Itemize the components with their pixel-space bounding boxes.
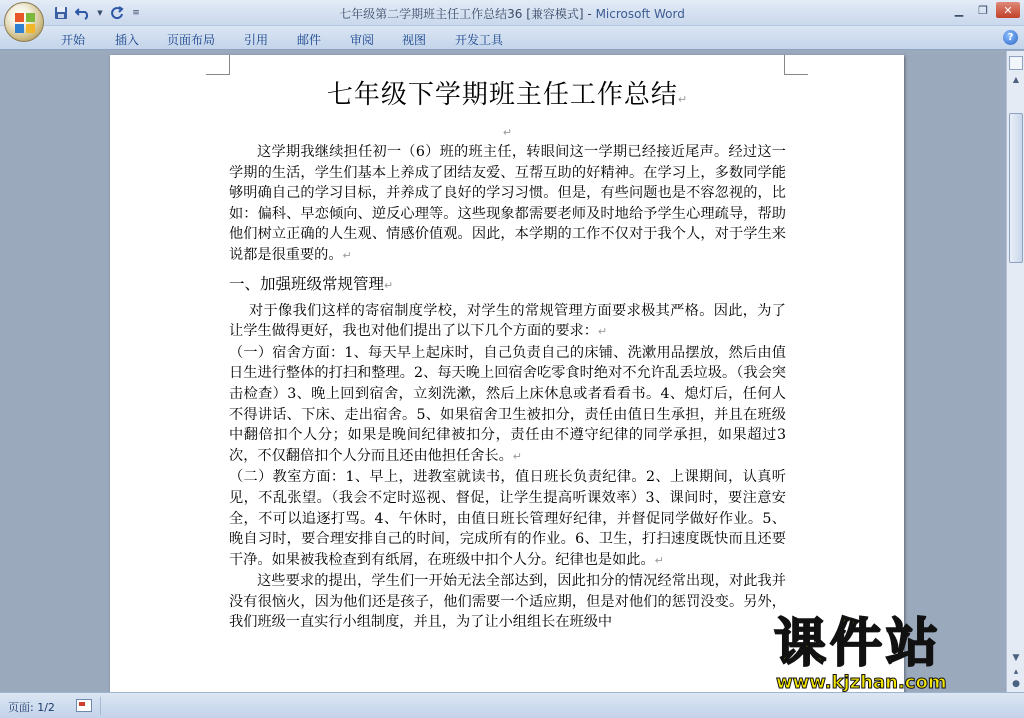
- document-title-text: 七年级下学期班主任工作总结: [326, 80, 678, 110]
- watermark-text: 课件站: [774, 614, 943, 674]
- previous-page-icon[interactable]: ▴: [1013, 667, 1019, 677]
- proofing-icon[interactable]: [76, 699, 92, 712]
- watermark: [774, 614, 1004, 692]
- paragraph-classroom: [229, 467, 786, 571]
- paragraph-discussion: [229, 571, 786, 633]
- tab-mailings[interactable]: 邮件: [297, 33, 322, 47]
- view-ruler-icon[interactable]: [1009, 56, 1023, 70]
- tab-view[interactable]: 视图: [402, 33, 427, 47]
- title-bar: [0, 0, 1024, 26]
- document-page[interactable]: [110, 55, 904, 692]
- paragraph-mark-icon: ↵: [654, 553, 664, 567]
- paragraph-dormitory: [229, 343, 786, 468]
- window-title: [0, 5, 1024, 22]
- tab-developer[interactable]: 开发工具: [455, 33, 504, 47]
- browse-object-icon[interactable]: ●: [1012, 679, 1020, 689]
- tab-references[interactable]: 引用: [244, 33, 269, 47]
- paragraph-text: （一）宿舍方面：1、每天早上起床时，自己负责自己的床铺、洗漱用品摆放，然后由值日生进行整体的打扫和整理。2、每天晚上回宿舍吃零食时绝对不允许乱丢垃圾。（我会突击检查）3、晚上回到宿舍，立刻洗漱，然后上床休息或者看看书。4、熄灯后，任何人不得讲话、下床、走出宿舍。5、如果宿舍卫生被扣分，责任由值日生承担，并且在班级中翻倍扣个人分；如果是晚间纪律被扣分，责任由不遵守纪律的同学承担，如果超过3次，不仅翻倍扣个人分而且还由他担任舍长。: [229, 344, 786, 464]
- tab-home[interactable]: 开始: [61, 33, 86, 47]
- paragraph-mark-icon: ↵: [502, 126, 513, 139]
- scroll-down-arrow-icon[interactable]: ▼: [1012, 653, 1020, 663]
- paragraph-text: 对于像我们这样的寄宿制度学校，对学生的常规管理方面要求极其严格。因此，为了让学生做得更好，我也对他们提出了以下几个方面的要求：: [229, 302, 786, 340]
- help-icon[interactable]: ?: [1003, 30, 1018, 45]
- document-body[interactable]: [229, 75, 786, 633]
- close-button[interactable]: ✕: [996, 2, 1020, 18]
- paragraph-mark-icon: ↵: [677, 93, 689, 106]
- empty-paragraph: [229, 120, 786, 142]
- paragraph-text: （二）教室方面：1、早上，进教室就读书，值日班长负责纪律。2、上课期间，认真听见，不乱张望。（我会不定时巡视、督促，让学生提高听课效率）3、课间时，要注意安全，不可以追逐打骂。4、午休时，由值日班长管理好纪律，并督促同学做好作业。5、晚自习时，要合理安排自己的时间，完成所有的作业。6、卫生，打扫速度既快而且还要干净。如果被我检查到有纸屑，在班级中扣个人分。纪律也是如此。: [229, 469, 786, 568]
- scrollbar-thumb[interactable]: [1009, 113, 1023, 263]
- section-heading: [229, 269, 786, 301]
- tab-review[interactable]: 审阅: [350, 33, 375, 47]
- minimize-button[interactable]: ▁: [954, 3, 964, 17]
- page-indicator[interactable]: 页面: 1/2: [8, 701, 55, 714]
- watermark-url: www.kjzhan.com: [776, 672, 947, 693]
- crop-mark-top-right: [784, 55, 808, 75]
- app-name: Microsoft Word: [595, 7, 685, 21]
- office-button[interactable]: [4, 2, 44, 42]
- section-heading-text: 一、加强班级常规管理: [229, 274, 385, 293]
- status-divider: [100, 697, 101, 715]
- office-logo-icon: [14, 12, 36, 34]
- paragraph-mark-icon: ↵: [384, 278, 394, 292]
- maximize-button[interactable]: ❐: [978, 3, 988, 17]
- vertical-scrollbar[interactable]: [1006, 51, 1024, 692]
- paragraph-mark-icon: ↵: [512, 449, 522, 463]
- crop-mark-top-left: [206, 55, 230, 75]
- intro-text: 这学期我继续担任初一（6）班的班主任，转眼间这一学期已经接近尾声。经过这一学期的生活，学生们基本上养成了团结友爱、互帮互助的好精神。在学习上，多数同学能够明确自己的学习目标，并养成了良好的学习习惯。但是，有些问题也是不容忽视的，比如：偏科、早恋倾向、逆反心理等。这些现象都需要老师及时地给予学生心理疏导，帮助他们树立正确的人生观、情感价值观。因此，本学期的工作不仅对于我个人，对于学生来说都是很重要的。: [229, 144, 786, 263]
- paragraph-mark-icon: ↵: [597, 325, 608, 339]
- document-name: 七年级第二学期班主任工作总结36 [兼容模式] -: [339, 7, 596, 21]
- document-title: [229, 75, 786, 120]
- chevron-down-icon[interactable]: ▼: [97, 9, 103, 17]
- ribbon-tabs: [0, 26, 1024, 50]
- paragraph-mark-icon: ↵: [342, 248, 352, 262]
- tab-page-layout[interactable]: 页面布局: [167, 33, 216, 47]
- paragraph-text: 这些要求的提出，学生们一开始无法全部达到，因此扣分的情况经常出现，对此我并没有很恼火，因为他们还是孩子，他们需要一个适应期，但是对他们的惩罚没变。另外，我们班级一直实行小组制度，并且，为了让小组组长在班级中: [229, 573, 786, 631]
- tab-insert[interactable]: 插入: [115, 33, 140, 47]
- intro-paragraph: [229, 142, 786, 267]
- paragraph-requirements: [229, 301, 786, 343]
- scroll-up-arrow-icon[interactable]: ▲: [1012, 75, 1020, 84]
- document-workspace: [0, 51, 1006, 692]
- status-bar: [0, 692, 1024, 718]
- customize-toolbar-icon[interactable]: ≡: [132, 8, 140, 18]
- window-controls: [948, 2, 1020, 18]
